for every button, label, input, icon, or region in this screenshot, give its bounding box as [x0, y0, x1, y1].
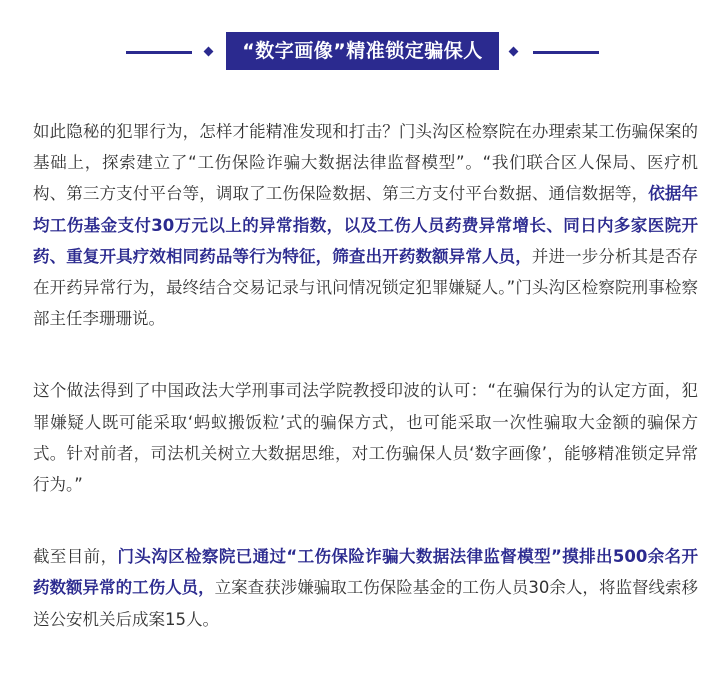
- paragraph-3: [33, 541, 698, 635]
- text-segment: 立案查获涉嫌骗取工伤保险基金的工伤人员30余人，将监督线索移送公安机关后成案15人。: [33, 578, 699, 629]
- article-body: [33, 116, 698, 676]
- header-line-right: [533, 51, 599, 54]
- section-header: [0, 32, 725, 72]
- text-segment: 截至目前，: [33, 547, 118, 567]
- highlight-segment: 依据年均工伤基金支付30万元以上的异常指数，以及工伤人员药费异常增长、同日内多家医院开药、重复开具疗效相同药品等行为特征，筛查出开药数额异常人员，: [33, 184, 699, 266]
- header-line-left: [126, 51, 192, 54]
- diamond-icon: [204, 47, 214, 57]
- paragraph-2: [33, 375, 698, 500]
- paragraph-1: [33, 116, 698, 334]
- text-segment: 并进一步分析其是否存在开药异常行为，最终结合交易记录与讯问情况锁定犯罪嫌疑人。”门头沟区检察院刑事检察部主任李珊珊说。: [33, 246, 699, 329]
- section-title: “数字画像”精准锁定骗保人: [226, 32, 499, 70]
- text-segment: 这个做法得到了中国政法大学刑事司法学院教授印波的认可：“在骗保行为的认定方面，犯罪嫌疑人既可能采取‘蚂蚁搬饭粒’式的骗保方式，也可能采取一次性骗取大金额的骗保方式。针对前者，司法机关树立大数据思维，对工伤骗保人员‘数字画像’，能够精准锁定异常行为。”: [33, 381, 698, 495]
- text-segment: 如此隐秘的犯罪行为，怎样才能精准发现和打击？门头沟区检察院在办理索某工伤骗保案的基础上，探索建立了“工伤保险诈骗大数据法律监督模型”。“我们联合区人保局、医疗机构、第三方支付平台等，调取了工伤保险数据、第三方支付平台数据、通信数据等，: [33, 122, 698, 204]
- highlight-segment: 门头沟区检察院已通过“工伤保险诈骗大数据法律监督模型”摸排出500余名开药数额异常的工伤人员，: [33, 547, 699, 598]
- diamond-icon: [509, 47, 519, 57]
